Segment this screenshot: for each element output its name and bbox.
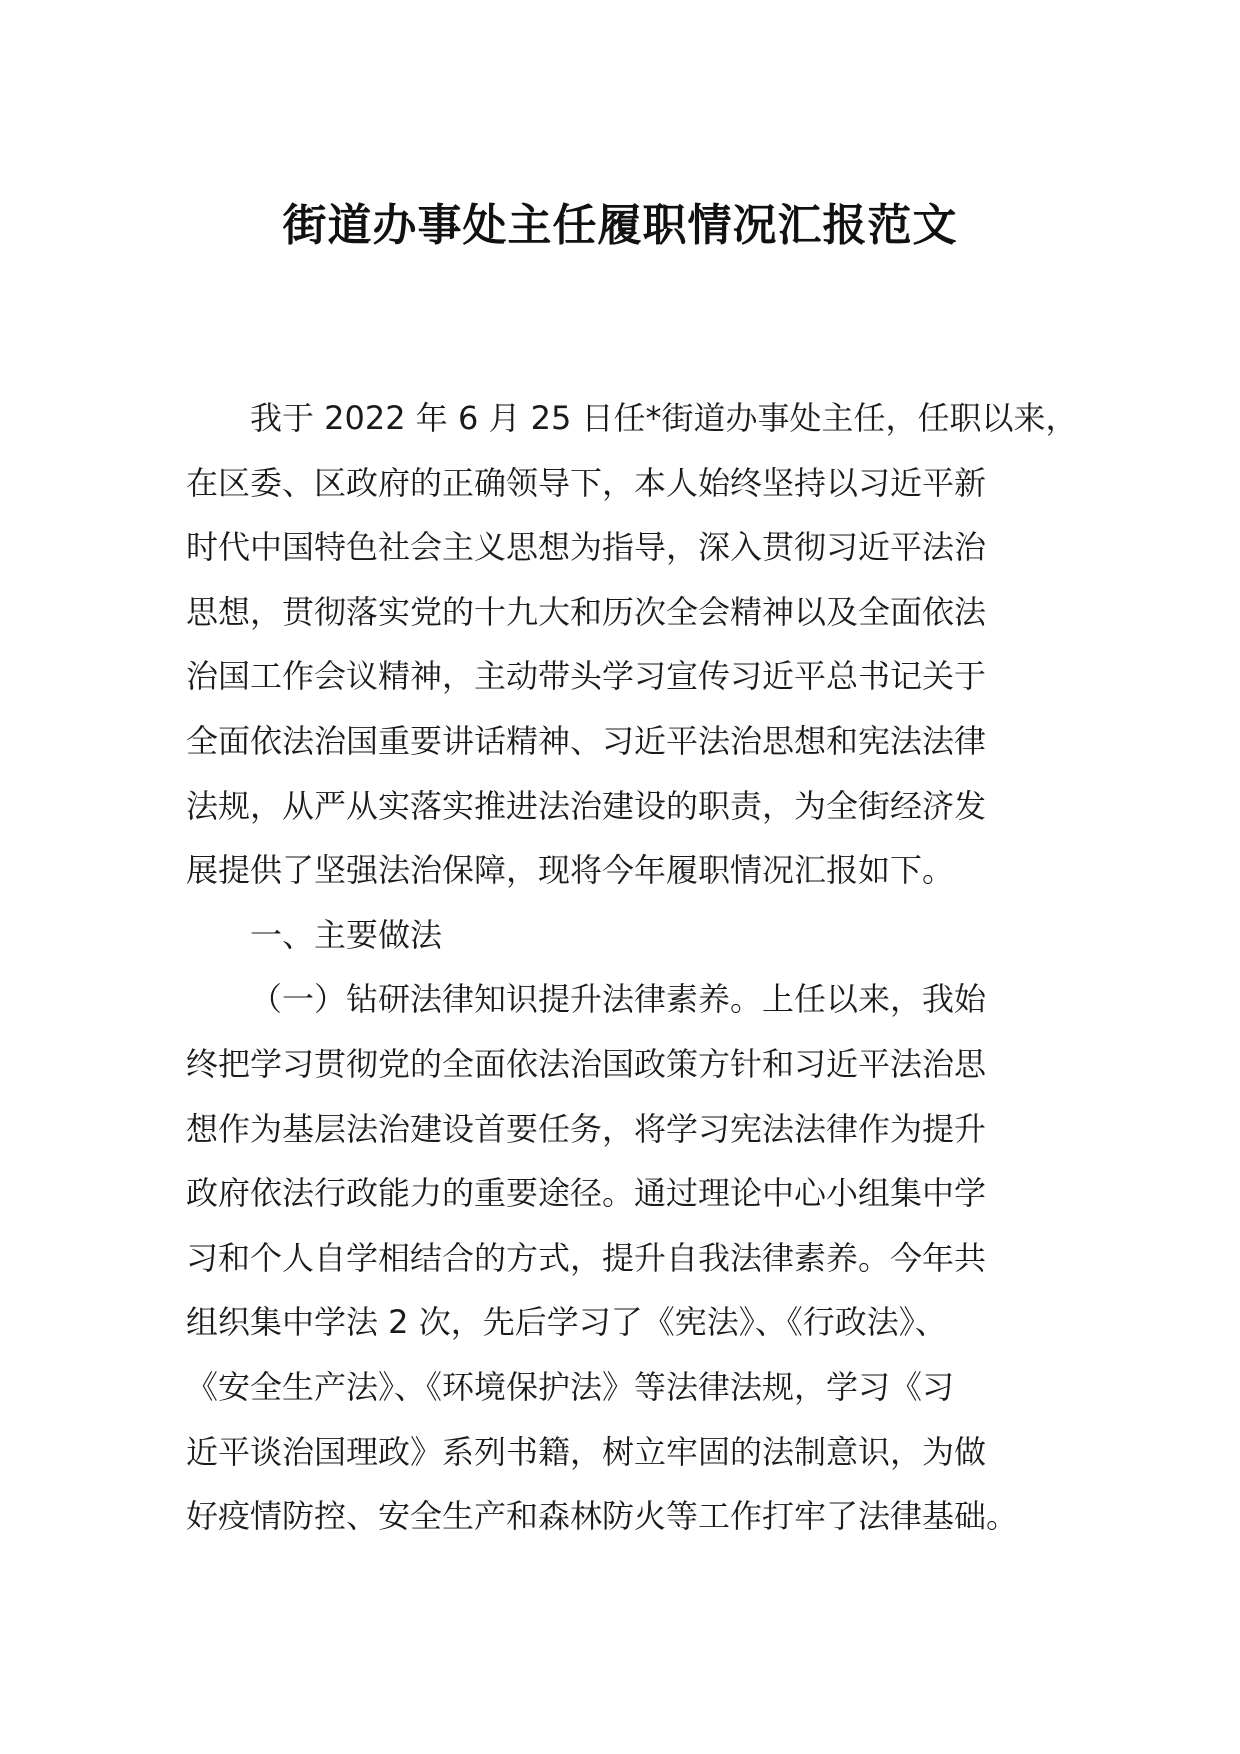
body-line: 习和个人自学相结合的方式，提升自我法律素养。今年共: [186, 1238, 987, 1277]
body-line: 思想，贯彻落实党的十九大和历次全会精神以及全面依法: [186, 592, 987, 631]
subsection-paragraph-start: （一）钻研法律知识提升法律素养。上任以来，我始: [250, 980, 987, 1019]
body-line: 好疫情防控、安全生产和森林防火等工作打牢了法律基础。: [186, 1497, 1019, 1536]
body-line: 全面依法治国重要讲话精神、习近平法治思想和宪法法律: [186, 721, 987, 760]
body-line: 我于 2022 年 6 月 25 日任*街道办事处主任，任职以来，: [250, 399, 1078, 437]
body-line: 终把学习贯彻党的全面依法治国政策方针和习近平法治思: [186, 1044, 987, 1083]
body-line: 法规，从严从实落实推进法治建设的职责，为全街经济发: [186, 786, 987, 825]
body-line: 时代中国特色社会主义思想为指导，深入贯彻习近平法治: [186, 528, 987, 567]
body-line: 想作为基层法治建设首要任务，将学习宪法法律作为提升: [186, 1109, 987, 1148]
body-line: 展提供了坚强法治保障，现将今年履职情况汇报如下。: [186, 851, 955, 890]
section-heading: 一、主要做法: [250, 915, 443, 954]
body-line: 近平谈治国理政》系列书籍，树立牢固的法制意识，为做: [186, 1432, 987, 1471]
body-line: 政府依法行政能力的重要途径。通过理论中心小组集中学: [186, 1174, 987, 1213]
document-body: [186, 386, 1078, 1549]
body-line: 治国工作会议精神，主动带头学习宣传习近平总书记关于: [186, 657, 987, 696]
body-line: 组织集中学法 2 次，先后学习了《宪法》、《行政法》、: [186, 1303, 947, 1342]
body-line: 《安全生产法》、《环境保护法》等法律法规，学习《习: [186, 1367, 955, 1406]
document-title: 街道办事处主任履职情况汇报范文: [282, 200, 958, 251]
body-line: 在区委、区政府的正确领导下，本人始终坚持以习近平新: [186, 463, 987, 502]
